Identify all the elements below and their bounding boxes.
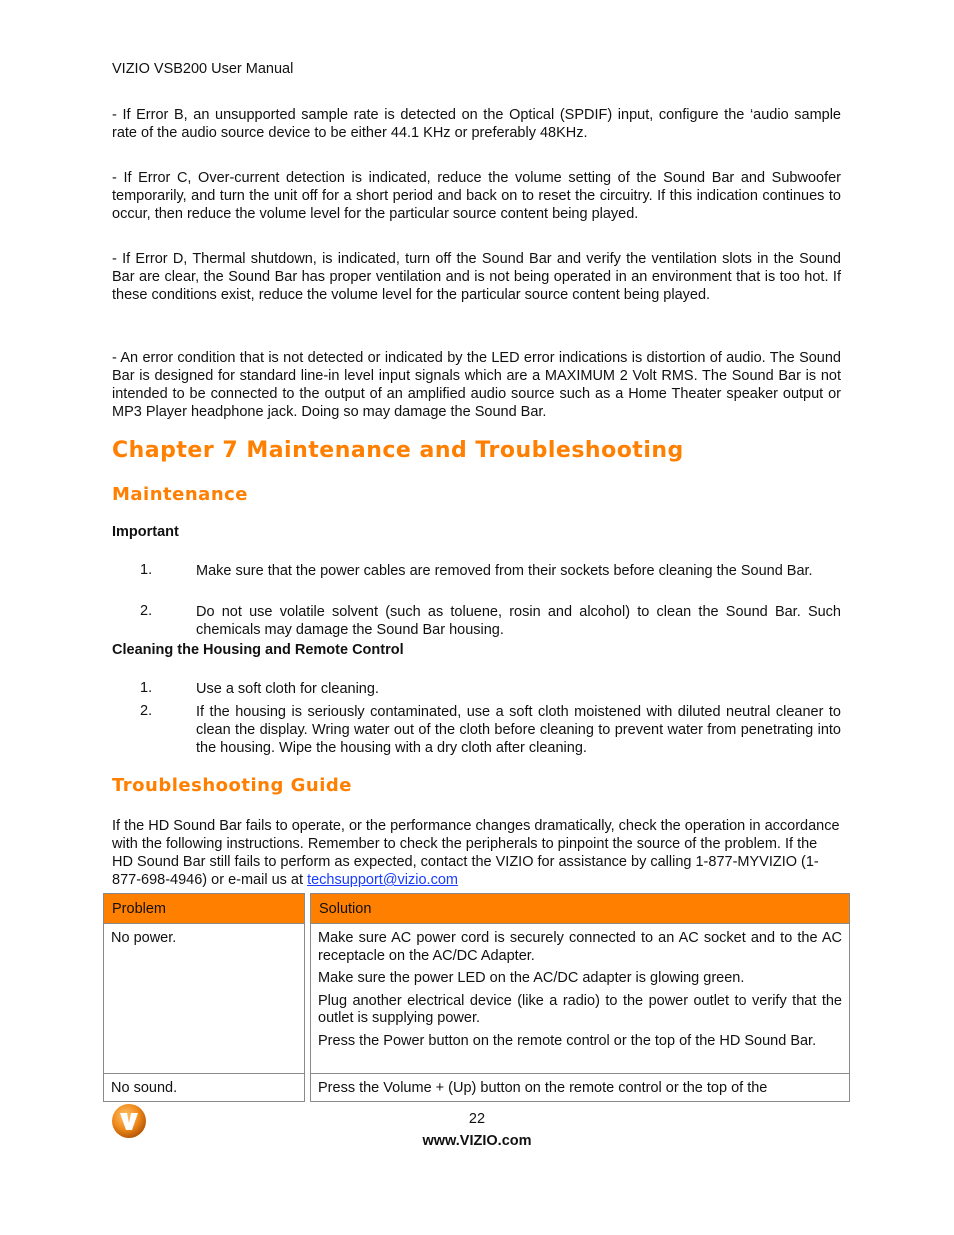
list-item: Make sure that the power cables are removed from their sockets before cleaning the Sound Bar. xyxy=(196,563,813,579)
distortion-paragraph: - An error condition that is not detected or indicated by the LED error indications is distortion of audio. The Sound Bar is designed for standard line-in level input signals which are a MAXIMUM 2 Volt RMS. The Sound Bar is not intended to be connected to the output of an amplified audio source such as a Home Theater speaker output or MP3 Player headphone jack. Doing so may damage the Sound Bar. xyxy=(112,350,841,420)
list-item-number: 2. xyxy=(140,703,153,719)
table-cell-problem: No sound. xyxy=(103,1073,305,1102)
column-header-problem: Problem xyxy=(103,893,305,924)
list-item: Do not use volatile solvent (such as toluene, rosin and alcohol) to clean the Sound Bar. Such chemicals may damage the Sound Bar housing. xyxy=(196,604,841,638)
list-item: If the housing is seriously contaminated, use a soft cloth moistened with diluted neutral cleaner to clean the display. Wring water out of the cloth before cleaning to prevent water from penetrating into the housing. Wipe the housing with a dry cloth after cleaning. xyxy=(196,704,841,756)
column-header-solution: Solution xyxy=(310,893,850,924)
troubleshooting-intro xyxy=(112,817,841,889)
table-cell-solution xyxy=(310,1073,850,1102)
important-label: Important xyxy=(112,524,179,540)
maintenance-heading: Maintenance xyxy=(112,484,249,505)
page-number: 22 xyxy=(468,1111,486,1127)
document-header: VIZIO VSB200 User Manual xyxy=(112,61,294,77)
chapter-title: Chapter 7 Maintenance and Troubleshooting xyxy=(112,438,684,463)
error-c-paragraph: - If Error C, Over-current detection is indicated, reduce the volume setting of the Sound Bar and Subwoofer temporarily, and turn the unit off for a short period and back on to reset the circuitry. If this indication continues to occur, then reduce the volume level for the particular source content being played. xyxy=(112,170,841,222)
troubleshooting-heading: Troubleshooting Guide xyxy=(112,775,352,796)
solution-step: Plug another electrical device (like a radio) to the power outlet to verify that the outlet is supplying power. xyxy=(318,992,842,1026)
intro-text: If the HD Sound Bar fails to operate, or the performance changes dramatically, check the operation in accordance with the following instructions. Remember to check the peripherals to pinpoint the source of the problem. If the HD Sound Bar still fails to perform as expected, contact the VIZIO for assistance by calling 1-877-MYVIZIO (1-877-698-4946) or e-mail us at xyxy=(112,818,840,888)
table-cell-problem: No power. xyxy=(103,923,305,1074)
list-item-number: 1. xyxy=(140,562,153,578)
cleaning-label: Cleaning the Housing and Remote Control xyxy=(112,642,404,658)
solution-step: Press the Volume + (Up) button on the remote control or the top of the xyxy=(318,1080,768,1096)
footer-url: www.VIZIO.com xyxy=(422,1133,532,1149)
table-cell-solution xyxy=(310,923,850,1074)
error-d-paragraph: - If Error D, Thermal shutdown, is indicated, turn off the Sound Bar and verify the ventilation slots in the Sound Bar are clear, the Sound Bar has proper ventilation and is not being operated in an environment that is too hot. If these conditions exist, reduce the volume level for the particular source content being played. xyxy=(112,251,841,303)
list-item-number: 2. xyxy=(140,603,153,619)
solution-step: Press the Power button on the remote control or the top of the HD Sound Bar. xyxy=(318,1032,817,1049)
list-item-number: 1. xyxy=(140,680,153,696)
list-item: Use a soft cloth for cleaning. xyxy=(196,681,379,697)
error-b-paragraph: - If Error B, an unsupported sample rate is detected on the Optical (SPDIF) input, configure the ‘audio sample rate of the audio source device to be either 44.1 KHz or preferably 48KHz. xyxy=(112,107,841,141)
solution-step: Make sure the power LED on the AC/DC adapter is glowing green. xyxy=(318,970,745,986)
solution-step: Make sure AC power cord is securely connected to an AC socket and to the AC receptacle on the AC/DC Adapter. xyxy=(318,930,842,964)
support-email-link[interactable]: techsupport@vizio.com xyxy=(307,872,458,888)
